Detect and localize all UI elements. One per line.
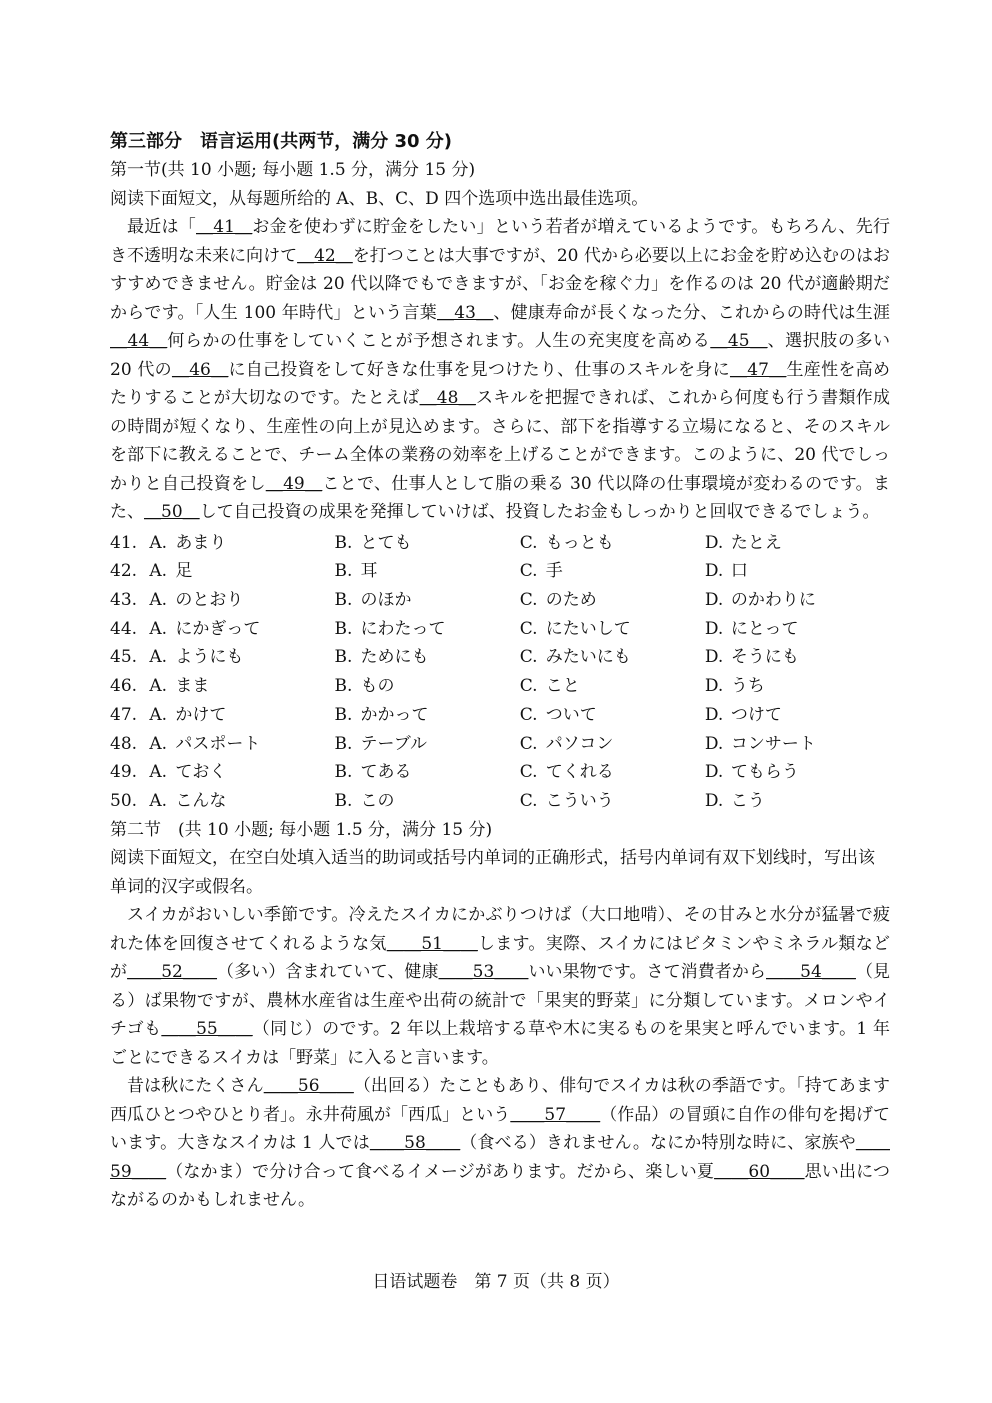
page-footer: 日语试题卷 第 7 页（共 8 页） <box>372 1272 620 1292</box>
option-a <box>149 672 334 701</box>
option-a <box>149 701 334 730</box>
option-text: にわたって <box>360 618 446 639</box>
passage-text: 、健康寿命が長くなった分、これからの時代は生涯 <box>493 302 890 323</box>
blank-slot: ＿＿52＿＿ <box>127 962 218 983</box>
option-label: A. <box>149 676 168 697</box>
option-b <box>335 529 520 558</box>
option-label: B. <box>334 647 353 668</box>
question-row <box>110 643 890 672</box>
passage-text: 、選択肢の多い 20 代の <box>110 331 890 380</box>
question-row <box>110 586 890 615</box>
option-a <box>149 643 334 672</box>
question-row <box>110 672 890 701</box>
option-label: B. <box>334 618 353 639</box>
option-a <box>149 586 334 615</box>
question-row <box>110 730 890 759</box>
option-label: C. <box>519 704 538 725</box>
option-label: C. <box>519 790 538 811</box>
option-text: もっとも <box>545 532 614 553</box>
passage-text: 何らかの仕事をしていくことが予想されます。人生の充実度を高める <box>167 331 711 352</box>
option-text: ておく <box>175 762 227 783</box>
option-label: B. <box>334 733 353 754</box>
option-c <box>520 730 705 759</box>
option-text: のとおり <box>175 590 244 611</box>
option-text: パソコン <box>545 733 614 754</box>
option-label: D. <box>704 561 724 582</box>
option-text: 手 <box>545 561 563 582</box>
option-text: のかわりに <box>730 590 816 611</box>
passage-text: （多い）含まれていて、健康 <box>217 962 439 983</box>
option-text: のため <box>545 590 597 611</box>
option-text: にたいして <box>545 618 631 639</box>
passage-text: 思い出につながるのかもしれません。 <box>110 1161 890 1211</box>
option-text: てくれる <box>545 762 614 783</box>
option-text: まま <box>175 676 210 697</box>
option-label: D. <box>704 762 724 783</box>
option-b <box>335 701 520 730</box>
option-text: てある <box>360 762 412 783</box>
blank-slot: ＿46＿ <box>171 359 229 380</box>
option-label: D. <box>704 618 724 639</box>
option-b <box>335 557 520 586</box>
option-label: A. <box>149 647 168 668</box>
option-d <box>705 529 890 558</box>
option-b <box>335 586 520 615</box>
option-label: C. <box>519 618 538 639</box>
option-label: C. <box>519 647 538 668</box>
option-text: こういう <box>545 790 614 811</box>
question-number: 43. <box>110 590 138 611</box>
option-b <box>335 787 520 816</box>
option-c <box>520 643 705 672</box>
option-b <box>335 643 520 672</box>
option-label: A. <box>149 704 168 725</box>
passage-text: （見る）ば果物ですが、農林水産省は生産や出荷の統計で「果実的野菜」に分類しています。メロンやイチゴも <box>110 962 891 1040</box>
option-label: B. <box>334 704 353 725</box>
option-text: にとって <box>730 618 799 639</box>
option-text: こんな <box>175 790 227 811</box>
answer-options <box>110 529 890 816</box>
option-text: にかぎって <box>175 618 261 639</box>
option-d <box>705 787 890 816</box>
question-row <box>110 758 890 787</box>
passage-text: して自己投資の成果を発揮していけば、投資したお金もしっかりと回収できるでしょう。 <box>199 502 880 523</box>
section2-instruction: 阅读下面短文，在空白处填入适当的助词或括号内单词的正确形式，括号内单词有双下划线时，写出该单词的汉字或假名。 <box>110 848 875 897</box>
question-row <box>110 529 890 558</box>
option-label: B. <box>334 790 353 811</box>
blank-slot: ＿50＿ <box>144 502 200 523</box>
blank-slot: ＿＿59＿＿ <box>110 1133 890 1182</box>
option-d <box>705 615 890 644</box>
exam-page <box>110 128 890 1215</box>
option-text: こう <box>730 790 765 811</box>
option-text: うち <box>730 676 765 697</box>
option-label: D. <box>704 647 724 668</box>
option-text: みたいにも <box>545 647 631 668</box>
option-text: コンサート <box>730 733 816 754</box>
cloze-passage-1 <box>110 213 890 527</box>
option-label: B. <box>334 532 353 553</box>
option-label: D. <box>704 733 724 754</box>
question-number: 44. <box>110 618 138 639</box>
option-b <box>335 615 520 644</box>
passage-text: 昔は秋にたくさん <box>127 1076 264 1097</box>
option-text: そうにも <box>730 647 799 668</box>
option-text: たとえ <box>730 532 782 553</box>
option-label: A. <box>149 733 168 754</box>
option-label: A. <box>149 618 168 639</box>
blank-slot: ＿＿54＿＿ <box>766 962 856 983</box>
option-label: C. <box>519 590 538 611</box>
option-b <box>335 730 520 759</box>
option-c <box>520 701 705 730</box>
option-label: D. <box>704 590 724 611</box>
blank-slot: ＿＿58＿＿ <box>369 1133 461 1154</box>
blank-slot: ＿49＿ <box>265 473 323 494</box>
option-text: 足 <box>175 561 193 582</box>
option-label: C. <box>519 676 538 697</box>
option-c <box>520 529 705 558</box>
option-d <box>705 758 890 787</box>
blank-slot: ＿＿60＿＿ <box>714 1161 805 1182</box>
option-text: あまり <box>175 532 227 553</box>
blank-slot: ＿45＿ <box>710 331 768 352</box>
option-text: 口 <box>730 561 748 582</box>
option-text: こと <box>545 676 580 697</box>
blank-slot: ＿＿56＿＿ <box>263 1076 354 1097</box>
option-c <box>520 787 705 816</box>
option-label: A. <box>149 590 168 611</box>
option-d <box>705 586 890 615</box>
option-b <box>335 758 520 787</box>
fill-passage-paragraph-2 <box>110 1072 890 1215</box>
fill-passage-paragraph-1 <box>110 901 890 1072</box>
blank-slot: ＿41＿ <box>196 217 253 238</box>
passage-text: （同じ）のです。2 年以上栽培する草や木に実るものを果実と呼んでいます。1 年ごとにできるスイカは「野菜」に入ると言います。 <box>110 1019 890 1068</box>
option-text: とても <box>360 532 412 553</box>
option-text: のほか <box>360 590 412 611</box>
question-row <box>110 615 890 644</box>
option-text: かけて <box>175 704 227 725</box>
blank-slot: ＿＿57＿＿ <box>510 1104 601 1125</box>
section2-heading: 第二节 (共 10 小题; 每小题 1.5 分，满分 15 分) <box>110 819 493 840</box>
blank-slot: ＿48＿ <box>419 388 476 409</box>
option-d <box>705 557 890 586</box>
option-label: D. <box>704 790 724 811</box>
option-d <box>705 730 890 759</box>
option-a <box>149 557 334 586</box>
blank-slot: ＿＿51＿＿ <box>386 933 478 954</box>
section1-heading: 第一节(共 10 小题; 每小题 1.5 分，满分 15 分) <box>110 160 476 180</box>
option-text: この <box>360 790 395 811</box>
option-label: C. <box>519 532 538 553</box>
option-label: C. <box>519 561 538 582</box>
passage-text: いい果物です。さて消費者から <box>528 962 766 983</box>
passage-text: （食べる）きれません。なにか特別な時に、家族や <box>460 1133 856 1154</box>
passage-text: （なかま）で分け合って食べるイメージがあります。だから、楽しい夏 <box>166 1161 715 1182</box>
section1-instruction: 阅读下面短文，从每题所给的 A、B、C、D 四个选项中选出最佳选项。 <box>110 188 649 209</box>
blank-slot: ＿＿55＿＿ <box>161 1019 253 1040</box>
option-label: D. <box>704 532 724 553</box>
option-label: A. <box>149 561 168 582</box>
blank-slot: ＿47＿ <box>729 359 787 380</box>
option-label: D. <box>704 704 724 725</box>
option-label: C. <box>519 733 538 754</box>
option-label: A. <box>149 790 168 811</box>
option-d <box>705 672 890 701</box>
option-d <box>705 701 890 730</box>
passage-text: スイカがおいしい季節です。冷えたスイカにかぶりつけば（大口地啃）、その甘みと水分が猛暑で疲れた体を回復させてくれるような気 <box>110 905 890 954</box>
question-number: 45. <box>110 647 138 668</box>
option-label: A. <box>149 762 168 783</box>
option-a <box>149 758 334 787</box>
option-c <box>520 615 705 644</box>
option-b <box>335 672 520 701</box>
option-label: B. <box>334 561 353 582</box>
option-text: テーブル <box>360 733 428 754</box>
blank-slot: ＿＿53＿＿ <box>438 962 529 983</box>
passage-text: します。実際、スイカにはビタミンやミネラル類などが <box>110 933 891 983</box>
option-c <box>520 586 705 615</box>
question-number: 50. <box>110 790 138 811</box>
passage-text: お金を使わずに貯金をしたい」という若者が増えているようです。もちろん、先行き不透明な未来に向けて <box>110 217 890 266</box>
option-a <box>149 730 334 759</box>
option-text: ついて <box>545 704 597 725</box>
option-d <box>705 643 890 672</box>
option-text: ためにも <box>360 647 429 668</box>
option-label: B. <box>334 590 353 611</box>
option-label: C. <box>519 762 538 783</box>
option-a <box>149 615 334 644</box>
option-text: パスポート <box>175 733 261 754</box>
question-number: 41. <box>110 532 138 553</box>
question-number: 46. <box>110 676 138 697</box>
blank-slot: ＿44＿ <box>110 331 168 352</box>
passage-text: に自己投資をして好きな仕事を見つけたり、仕事のスキルを身に <box>228 359 730 380</box>
blank-slot: ＿42＿ <box>297 245 353 266</box>
option-text: てもらう <box>730 762 799 783</box>
passage-text: スキルを把握できれば、これから何度も行う書類作成の時間が短くなり、生産性の向上が見込めます。さらに、部下を指導する立場になると、そのスキルを部下に教えることで、チーム全体の業務の効率を上げることができます。このように、20 代でしっかりと自己投資をし <box>110 388 890 494</box>
passage-text: 生産性を高めたりすることが大切なのです。たとえば <box>110 359 890 409</box>
option-text: 耳 <box>360 561 378 582</box>
question-number: 48. <box>110 733 138 754</box>
option-c <box>520 758 705 787</box>
option-label: A. <box>149 532 168 553</box>
option-c <box>520 557 705 586</box>
question-row <box>110 557 890 586</box>
passage-text: ことで、仕事人として脂の乗る 30 代以降の仕事環境が変わるのです。また、 <box>110 473 890 523</box>
passage-text: を打つことは大事ですが、20 代から必要以上にお金を貯め込むのはおすすめできません。貯金は 20 代以降でもできますが、「お金を稼ぐ力」を作るのは 20 代が適齢期だからです。「人生 100 年時代」という言葉 <box>110 245 890 323</box>
option-c <box>520 672 705 701</box>
question-number: 42. <box>110 561 138 582</box>
option-label: D. <box>704 676 724 697</box>
option-label: B. <box>334 676 353 697</box>
option-a <box>149 787 334 816</box>
option-text: かかって <box>360 704 429 725</box>
question-number: 47. <box>110 704 138 725</box>
option-text: もの <box>360 676 395 697</box>
option-text: つけて <box>730 704 782 725</box>
question-row <box>110 701 890 730</box>
option-label: B. <box>334 762 353 783</box>
blank-slot: ＿43＿ <box>437 302 494 323</box>
option-text: ようにも <box>175 647 244 668</box>
question-row <box>110 787 890 816</box>
section3-title: 第三部分 语言运用(共两节，满分 30 分) <box>110 131 453 152</box>
option-a <box>149 529 334 558</box>
passage-text: 最近は「 <box>127 217 196 238</box>
question-number: 49. <box>110 762 138 783</box>
passage-text: （作品）の冒頭に自作の俳句を掲げています。大きなスイカは 1 人では <box>110 1104 890 1154</box>
passage-text: （出回る）たこともあり、俳句でスイカは秋の季語です。「持てあます西瓜ひとつやひとり者」。永井荷風が「西瓜」という <box>110 1076 890 1125</box>
